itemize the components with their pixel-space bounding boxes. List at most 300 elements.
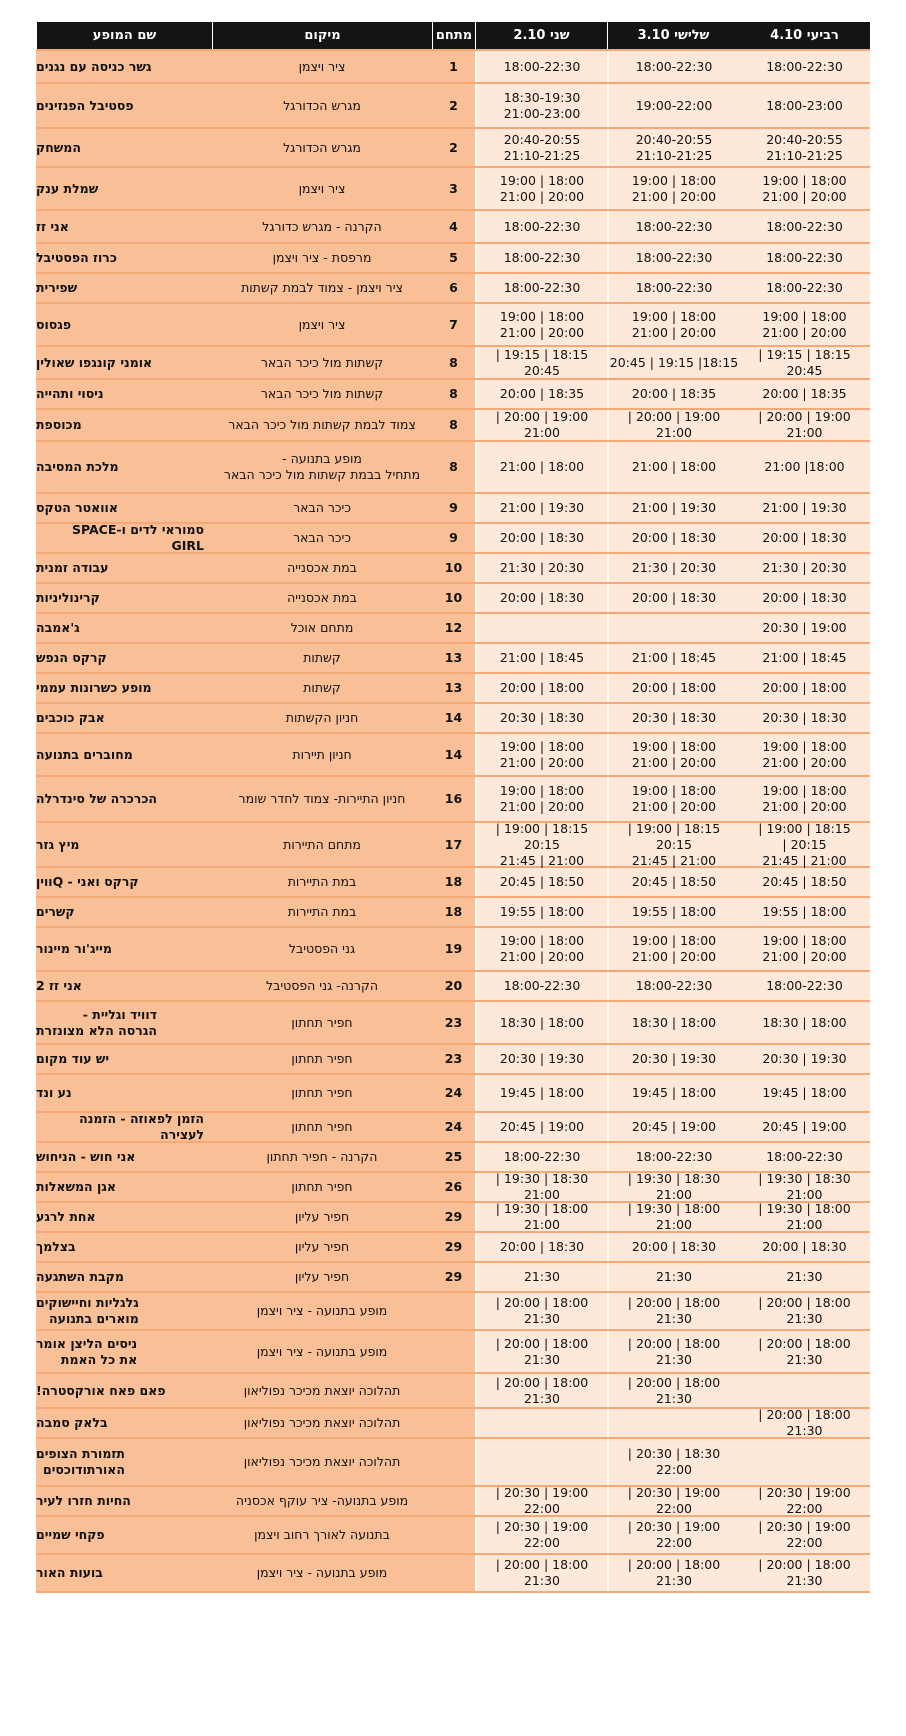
cell-day-1: 19:00 | 20:00 | 21:00 <box>475 410 607 440</box>
cell-day-1: 18:00 | 19:55 <box>475 898 607 926</box>
table-row <box>36 734 870 777</box>
table-row <box>36 304 870 347</box>
cell-compound: 5 <box>432 244 475 272</box>
cell-show-name: קרקס ואני - Qווין <box>36 868 212 896</box>
cell-compound: 24 <box>432 1075 475 1111</box>
cell-show-name: פאם פאח אורקסטרה! <box>36 1374 212 1407</box>
cell-compound: 12 <box>432 614 475 642</box>
table-row <box>36 1002 870 1045</box>
cell-day-1: 18:30 | 20:00 <box>475 524 607 552</box>
cell-show-name: קרינוליניות <box>36 584 212 612</box>
cell-compound: 4 <box>432 211 475 242</box>
cell-compound: 3 <box>432 168 475 209</box>
cell-compound <box>432 1331 475 1372</box>
table-row <box>36 1203 870 1233</box>
cell-day-1: 18:35 | 20:00 <box>475 380 607 408</box>
cell-day-3: 18:00 | 20:00 | 21:30 <box>739 1293 870 1329</box>
cell-location: כיכר הבאר <box>212 524 432 552</box>
cell-location: חפיר תחתון <box>212 1045 432 1073</box>
cell-day-2: 18:00 | 19:00 20:00 | 21:00 <box>607 734 739 775</box>
cell-day-1: 18:00 | 19:00 20:00 | 21:00 <box>475 928 607 970</box>
cell-location: חפיר תחתון <box>212 1075 432 1111</box>
cell-day-3: 20:40-20:55 21:10-21:25 <box>739 129 870 166</box>
col-header-day-1: שני 2.10 <box>475 22 607 49</box>
cell-day-3: 18:30 | 20:00 <box>739 1233 870 1261</box>
cell-show-name: יש עוד מקום <box>36 1045 212 1073</box>
cell-location: תהלוכה יוצאת מכיכר נפוליאון <box>212 1439 432 1485</box>
cell-day-1 <box>475 614 607 642</box>
cell-compound <box>432 1555 475 1591</box>
cell-compound <box>432 1374 475 1407</box>
cell-day-3: 18:00 | 19:00 20:00 | 21:00 <box>739 168 870 209</box>
table-row <box>36 274 870 304</box>
table-row <box>36 168 870 211</box>
cell-location: במת אכסנייה <box>212 554 432 582</box>
table-row <box>36 1143 870 1173</box>
cell-day-1 <box>475 1439 607 1485</box>
cell-location: קשתות <box>212 644 432 672</box>
cell-location: מופע בתנועה- ציר עוקף אכסניה <box>212 1487 432 1515</box>
cell-day-1: 19:30 | 20:30 <box>475 1045 607 1073</box>
table-row <box>36 928 870 972</box>
table-row <box>36 868 870 898</box>
cell-day-3: 19:30 | 20:30 <box>739 1045 870 1073</box>
cell-compound: 19 <box>432 928 475 970</box>
cell-location: במת אכסנייה <box>212 584 432 612</box>
cell-location: הקרנה- גני הפסטיבל <box>212 972 432 1000</box>
cell-day-2: 18:35 | 20:00 <box>607 380 739 408</box>
table-row <box>36 211 870 244</box>
cell-day-2: 18:30 | 20:30 <box>607 704 739 732</box>
cell-day-3: 19:00 | 20:00 | 21:00 <box>739 410 870 440</box>
cell-compound: 29 <box>432 1203 475 1231</box>
cell-location: קשתות <box>212 674 432 702</box>
cell-day-3: 18:00-22:30 <box>739 211 870 242</box>
cell-day-3: 18:00-22:30 <box>739 244 870 272</box>
col-header-day-2: שלישי 3.10 <box>607 22 739 49</box>
cell-day-3: 19:00 | 20:45 <box>739 1113 870 1141</box>
table-row <box>36 442 870 494</box>
cell-location: צמוד לבמת קשתות מול כיכר הבאר <box>212 410 432 440</box>
cell-compound: 13 <box>432 674 475 702</box>
cell-day-1: 18:00 | 19:45 <box>475 1075 607 1111</box>
cell-compound: 18 <box>432 868 475 896</box>
cell-day-3: 20:30 | 21:30 <box>739 554 870 582</box>
cell-day-1: 18:00 | 19:00 20:00 | 21:00 <box>475 168 607 209</box>
cell-compound: 8 <box>432 410 475 440</box>
cell-compound: 16 <box>432 777 475 821</box>
cell-compound: 1 <box>432 51 475 82</box>
cell-compound <box>432 1439 475 1485</box>
cell-day-2 <box>607 614 739 642</box>
table-row <box>36 1045 870 1075</box>
cell-day-2: 18:30 | 20:00 <box>607 584 739 612</box>
table-row <box>36 674 870 704</box>
cell-day-3: 18:00 | 19:00 20:00 | 21:00 <box>739 928 870 970</box>
cell-show-name: בלאק סמבה <box>36 1409 212 1437</box>
cell-location: חפיר עליון <box>212 1203 432 1231</box>
cell-day-1: 18:30 | 20:00 <box>475 584 607 612</box>
table-row <box>36 1293 870 1331</box>
cell-compound: 23 <box>432 1002 475 1043</box>
table-row <box>36 244 870 274</box>
cell-day-1: 18:00-22:30 <box>475 51 607 82</box>
cell-day-1: 18:00 | 19:00 20:00 | 21:00 <box>475 304 607 345</box>
cell-compound: 17 <box>432 823 475 866</box>
cell-show-name: מלכת המסיבה <box>36 442 212 492</box>
cell-day-2: 19:00 | 20:30 | 22:00 <box>607 1487 739 1515</box>
cell-compound: 29 <box>432 1233 475 1261</box>
cell-show-name: בועות האור <box>36 1555 212 1591</box>
cell-day-1: 18:30 | 20:00 <box>475 1233 607 1261</box>
cell-compound: 2 <box>432 129 475 166</box>
cell-show-name: שפירית <box>36 274 212 302</box>
cell-compound <box>432 1409 475 1437</box>
table-row <box>36 1331 870 1374</box>
cell-day-2: 18:00 | 20:00 <box>607 674 739 702</box>
cell-day-2: 18:00-22:30 <box>607 211 739 242</box>
cell-day-3: 21:30 <box>739 1263 870 1291</box>
cell-show-name: אחת לרגע <box>36 1203 212 1231</box>
cell-compound: 7 <box>432 304 475 345</box>
cell-day-2: 18:00 | 19:55 <box>607 898 739 926</box>
table-row <box>36 1113 870 1143</box>
cell-day-2: 18:00 | 18:30 <box>607 1002 739 1043</box>
cell-day-1: 18:45 | 21:00 <box>475 644 607 672</box>
cell-location: בתנועה לאורך רחוב ויצמן <box>212 1517 432 1553</box>
cell-show-name: גשר כניסה עם נגנים <box>36 51 212 82</box>
cell-day-3: 18:00 | 19:55 <box>739 898 870 926</box>
cell-location: מופע בתנועה - מתחיל בבמת קשתות מול כיכר הבאר <box>212 442 432 492</box>
cell-location: מופע בתנועה - ציר ויצמן <box>212 1293 432 1329</box>
cell-day-3: 19:00 | 20:30 | 22:00 <box>739 1487 870 1515</box>
cell-compound: 6 <box>432 274 475 302</box>
cell-compound: 14 <box>432 704 475 732</box>
cell-day-2: 18:00 | 19:00 20:00 | 21:00 <box>607 168 739 209</box>
cell-show-name: הזמן לפאוזה - הזמנה לעצירה <box>36 1113 212 1141</box>
cell-day-1: 18:30 | 20:30 <box>475 704 607 732</box>
cell-location: תהלוכה יוצאת מכיכר נפוליאון <box>212 1374 432 1407</box>
cell-show-name: מיץ גזר <box>36 823 212 866</box>
cell-location: ציר ויצמן <box>212 168 432 209</box>
cell-day-3: 18:30 | 20:00 <box>739 524 870 552</box>
cell-day-3: 18:00 | 19:00 20:00 | 21:00 <box>739 304 870 345</box>
cell-compound: 9 <box>432 524 475 552</box>
table-row <box>36 614 870 644</box>
cell-location: כיכר הבאר <box>212 494 432 522</box>
cell-day-2: 18:00-22:30 <box>607 244 739 272</box>
table-row <box>36 898 870 928</box>
cell-day-1: 19:00 | 20:30 | 22:00 <box>475 1487 607 1515</box>
table-row <box>36 584 870 614</box>
cell-day-2: 18:15| 19:15 | 20:45 <box>607 347 739 378</box>
cell-day-1: 20:40-20:55 21:10-21:25 <box>475 129 607 166</box>
col-header-show-name: שם המופע <box>36 22 212 49</box>
cell-location: חפיר עליון <box>212 1233 432 1261</box>
table-row <box>36 1555 870 1593</box>
cell-day-2: 19:30 | 21:00 <box>607 494 739 522</box>
table-row <box>36 1263 870 1293</box>
cell-day-3 <box>739 1374 870 1407</box>
table-row <box>36 1075 870 1113</box>
cell-day-2: 19:00 | 20:45 <box>607 1113 739 1141</box>
cell-day-3: 18:30 | 20:30 <box>739 704 870 732</box>
cell-location: מופע בתנועה - ציר ויצמן <box>212 1555 432 1591</box>
cell-day-1: 18:00 | 19:30 | 21:00 <box>475 1203 607 1231</box>
cell-day-3: 18:00| 21:00 <box>739 442 870 492</box>
cell-day-1: 20:30 | 21:30 <box>475 554 607 582</box>
cell-show-name: ניסוי ותהייה <box>36 380 212 408</box>
cell-show-name: אגן המשאלות <box>36 1173 212 1201</box>
cell-day-2: 18:00 | 20:00 | 21:30 <box>607 1331 739 1372</box>
cell-show-name: מייג'ור מיינור <box>36 928 212 970</box>
col-header-day-3: רביעי 4.10 <box>739 22 870 49</box>
cell-show-name: ג'אמבה <box>36 614 212 642</box>
cell-day-3: 18:50 | 20:45 <box>739 868 870 896</box>
cell-location: תהלוכה יוצאת מכיכר נפוליאון <box>212 1409 432 1437</box>
cell-compound: 25 <box>432 1143 475 1171</box>
table-row <box>36 84 870 129</box>
cell-show-name: החיות חזרו לעיר <box>36 1487 212 1515</box>
cell-day-2: 18:00 | 20:00 | 21:30 <box>607 1293 739 1329</box>
cell-day-1: 18:00 | 20:00 | 21:30 <box>475 1374 607 1407</box>
cell-show-name: גלגליות וחיישוקים מוארים בתנועה <box>36 1293 212 1329</box>
cell-day-2: 19:00 | 20:30 | 22:00 <box>607 1517 739 1553</box>
table-row <box>36 347 870 380</box>
cell-compound: 10 <box>432 554 475 582</box>
cell-show-name: אוואטר הטקס <box>36 494 212 522</box>
cell-day-1: 18:15 | 19:00 | 20:15 21:00 | 21:45 <box>475 823 607 866</box>
cell-day-1 <box>475 1409 607 1437</box>
cell-day-1: 18:30 | 19:30 | 21:00 <box>475 1173 607 1201</box>
cell-day-2: 18:00-22:30 <box>607 274 739 302</box>
table-row <box>36 1233 870 1263</box>
cell-show-name: מופע כשרונות עממי <box>36 674 212 702</box>
table-row <box>36 554 870 584</box>
cell-compound: 29 <box>432 1263 475 1291</box>
cell-compound <box>432 1487 475 1515</box>
cell-day-3: 18:00 | 20:00 <box>739 674 870 702</box>
cell-location: קשתות מול כיכר הבאר <box>212 347 432 378</box>
cell-day-3: 18:00-22:30 <box>739 972 870 1000</box>
cell-day-3: 18:30 | 19:30 | 21:00 <box>739 1173 870 1201</box>
table-row <box>36 1173 870 1203</box>
cell-location: חפיר תחתון <box>212 1002 432 1043</box>
cell-day-1: 18:00 | 20:00 | 21:30 <box>475 1331 607 1372</box>
cell-compound: 23 <box>432 1045 475 1073</box>
cell-show-name: פקחי שמיים <box>36 1517 212 1553</box>
cell-compound <box>432 1293 475 1329</box>
cell-day-3: 18:00-22:30 <box>739 51 870 82</box>
cell-day-2: 18:00 | 19:45 <box>607 1075 739 1111</box>
table-row <box>36 1374 870 1409</box>
cell-show-name: מכוספת <box>36 410 212 440</box>
cell-day-2: 21:30 <box>607 1263 739 1291</box>
cell-day-2: 18:00-22:30 <box>607 51 739 82</box>
cell-day-1: 18:30-19:30 21:00-23:00 <box>475 84 607 127</box>
table-row <box>36 410 870 442</box>
cell-day-1: 18:00-22:30 <box>475 972 607 1000</box>
cell-compound <box>432 1517 475 1553</box>
cell-day-1: 18:00 | 21:00 <box>475 442 607 492</box>
cell-day-2 <box>607 1409 739 1437</box>
cell-day-1: 18:00-22:30 <box>475 1143 607 1171</box>
cell-day-1: 18:00-22:30 <box>475 274 607 302</box>
cell-location: מרפסת - ציר ויצמן <box>212 244 432 272</box>
table-row <box>36 1409 870 1439</box>
cell-day-3: 19:00 | 20:30 | 22:00 <box>739 1517 870 1553</box>
cell-day-1: 18:00 | 20:00 | 21:30 <box>475 1555 607 1591</box>
cell-day-3: 18:45 | 21:00 <box>739 644 870 672</box>
cell-show-name: אני זז <box>36 211 212 242</box>
cell-show-name: בצלמך <box>36 1233 212 1261</box>
cell-show-name: פסטיבל הפנזינים <box>36 84 212 127</box>
cell-day-1: 18:00-22:30 <box>475 244 607 272</box>
cell-compound: 18 <box>432 898 475 926</box>
cell-show-name: שמלת ענק <box>36 168 212 209</box>
table-row <box>36 51 870 84</box>
cell-day-3: 18:00 | 19:30 | 21:00 <box>739 1203 870 1231</box>
cell-day-3: 18:00 | 19:45 <box>739 1075 870 1111</box>
cell-day-1: 18:00 | 19:00 20:00 | 21:00 <box>475 734 607 775</box>
cell-day-3: 18:00 | 20:00 | 21:30 <box>739 1409 870 1437</box>
col-header-compound: מתחם <box>432 22 475 49</box>
cell-compound: 8 <box>432 380 475 408</box>
cell-day-1: 19:30 | 21:00 <box>475 494 607 522</box>
cell-day-2: 18:30 | 20:00 <box>607 1233 739 1261</box>
cell-location: במת התיירות <box>212 868 432 896</box>
cell-location: חפיר עליון <box>212 1263 432 1291</box>
cell-day-3: 18:00-22:30 <box>739 274 870 302</box>
cell-show-name: הכרכרה של סינדרלה <box>36 777 212 821</box>
cell-show-name: מקבת השתגעה <box>36 1263 212 1291</box>
cell-day-2: 20:40-20:55 21:10-21:25 <box>607 129 739 166</box>
table-row <box>36 644 870 674</box>
cell-location: ציר ויצמן <box>212 51 432 82</box>
cell-show-name: המשחק <box>36 129 212 166</box>
cell-compound: 14 <box>432 734 475 775</box>
cell-compound: 2 <box>432 84 475 127</box>
cell-show-name: סמוראי לדים ו-SPACE GIRL <box>36 524 212 552</box>
table-header <box>36 22 870 51</box>
cell-day-1: 18:00 | 19:00 20:00 | 21:00 <box>475 777 607 821</box>
cell-day-3: 18:00 | 20:00 | 21:30 <box>739 1555 870 1591</box>
cell-compound: 26 <box>432 1173 475 1201</box>
cell-day-3: 18:00 | 19:00 20:00 | 21:00 <box>739 734 870 775</box>
cell-compound: 10 <box>432 584 475 612</box>
cell-compound: 24 <box>432 1113 475 1141</box>
cell-day-3: 18:00 | 19:00 20:00 | 21:00 <box>739 777 870 821</box>
cell-show-name: תזמורת הצופים האורתודוכסים <box>36 1439 212 1485</box>
cell-location: חניון הקשתות <box>212 704 432 732</box>
cell-day-2: 18:00 | 21:00 <box>607 442 739 492</box>
cell-day-2: 18:45 | 21:00 <box>607 644 739 672</box>
cell-day-2: 18:30 | 20:00 <box>607 524 739 552</box>
cell-day-2: 18:30 | 20:30 | 22:00 <box>607 1439 739 1485</box>
cell-show-name: מחוברים בתנועה <box>36 734 212 775</box>
cell-day-2: 18:00 | 20:00 | 21:30 <box>607 1555 739 1591</box>
cell-day-1: 18:00 | 20:00 <box>475 674 607 702</box>
cell-day-2: 18:00 | 19:00 20:00 | 21:00 <box>607 304 739 345</box>
cell-day-1: 21:30 <box>475 1263 607 1291</box>
cell-show-name: קרקס הנפש <box>36 644 212 672</box>
cell-location: מגרש הכדורגל <box>212 84 432 127</box>
cell-compound: 8 <box>432 347 475 378</box>
cell-location: מגרש הכדורגל <box>212 129 432 166</box>
cell-day-2: 18:15 | 19:00 | 20:15 21:00 | 21:45 <box>607 823 739 866</box>
cell-day-2: 18:00-22:30 <box>607 972 739 1000</box>
cell-location: הקרנה - מגרש כדורגל <box>212 211 432 242</box>
table-row <box>36 129 870 168</box>
cell-location: חניון תיירות <box>212 734 432 775</box>
cell-day-1: 19:00 | 20:30 | 22:00 <box>475 1517 607 1553</box>
cell-day-3 <box>739 1439 870 1485</box>
table-body <box>36 51 870 1593</box>
cell-day-2: 18:00 | 20:00 | 21:30 <box>607 1374 739 1407</box>
cell-location: מתחם התיירות <box>212 823 432 866</box>
schedule-table <box>36 22 870 1593</box>
table-row <box>36 524 870 554</box>
cell-day-1: 19:00 | 20:45 <box>475 1113 607 1141</box>
col-header-location: מיקום <box>212 22 432 49</box>
cell-location: ציר ויצמן - צמוד לבמת קשתות <box>212 274 432 302</box>
table-row <box>36 704 870 734</box>
cell-location: מתחם אוכל <box>212 614 432 642</box>
cell-show-name: אומני קונגפו שאולין <box>36 347 212 378</box>
cell-day-3: 18:00 | 20:00 | 21:30 <box>739 1331 870 1372</box>
cell-show-name: אני זז 2 <box>36 972 212 1000</box>
cell-day-2: 18:00 | 19:00 20:00 | 21:00 <box>607 777 739 821</box>
cell-show-name: נע ונד <box>36 1075 212 1111</box>
cell-day-1: 18:15 | 19:15 | 20:45 <box>475 347 607 378</box>
cell-show-name: אבק כוכבים <box>36 704 212 732</box>
cell-day-1: 18:00 | 18:30 <box>475 1002 607 1043</box>
table-row <box>36 1517 870 1555</box>
cell-show-name: קשרים <box>36 898 212 926</box>
cell-location: הקרנה - חפיר תחתון <box>212 1143 432 1171</box>
cell-day-2: 18:00-22:30 <box>607 1143 739 1171</box>
cell-compound: 13 <box>432 644 475 672</box>
cell-day-1: 18:50 | 20:45 <box>475 868 607 896</box>
cell-day-3: 18:35 | 20:00 <box>739 380 870 408</box>
cell-show-name: דוויד וגליית - הגרסה הלא מצונזרת <box>36 1002 212 1043</box>
cell-compound: 20 <box>432 972 475 1000</box>
cell-location: קשתות מול כיכר הבאר <box>212 380 432 408</box>
cell-day-3: 18:00-23:00 <box>739 84 870 127</box>
table-row <box>36 380 870 410</box>
table-row <box>36 1439 870 1487</box>
cell-show-name: ניסים הליצן אומר את כל האמת <box>36 1331 212 1372</box>
cell-show-name: פגסוס <box>36 304 212 345</box>
table-row <box>36 1487 870 1517</box>
cell-day-2: 18:00 | 19:30 | 21:00 <box>607 1203 739 1231</box>
cell-day-2: 18:50 | 20:45 <box>607 868 739 896</box>
cell-day-3: 18:15 | 19:15 | 20:45 <box>739 347 870 378</box>
cell-day-2: 18:00 | 19:00 20:00 | 21:00 <box>607 928 739 970</box>
cell-day-2: 20:30 | 21:30 <box>607 554 739 582</box>
cell-day-3: 19:30 | 21:00 <box>739 494 870 522</box>
cell-location: גני הפסטיבל <box>212 928 432 970</box>
cell-day-2: 19:00 | 20:00 | 21:00 <box>607 410 739 440</box>
table-row <box>36 820 870 868</box>
cell-compound: 9 <box>432 494 475 522</box>
cell-compound: 8 <box>432 442 475 492</box>
cell-day-3: 18:00-22:30 <box>739 1143 870 1171</box>
cell-day-2: 19:30 | 20:30 <box>607 1045 739 1073</box>
cell-location: מופע בתנועה - ציר ויצמן <box>212 1331 432 1372</box>
table-row <box>36 777 870 823</box>
cell-location: חפיר תחתון <box>212 1173 432 1201</box>
